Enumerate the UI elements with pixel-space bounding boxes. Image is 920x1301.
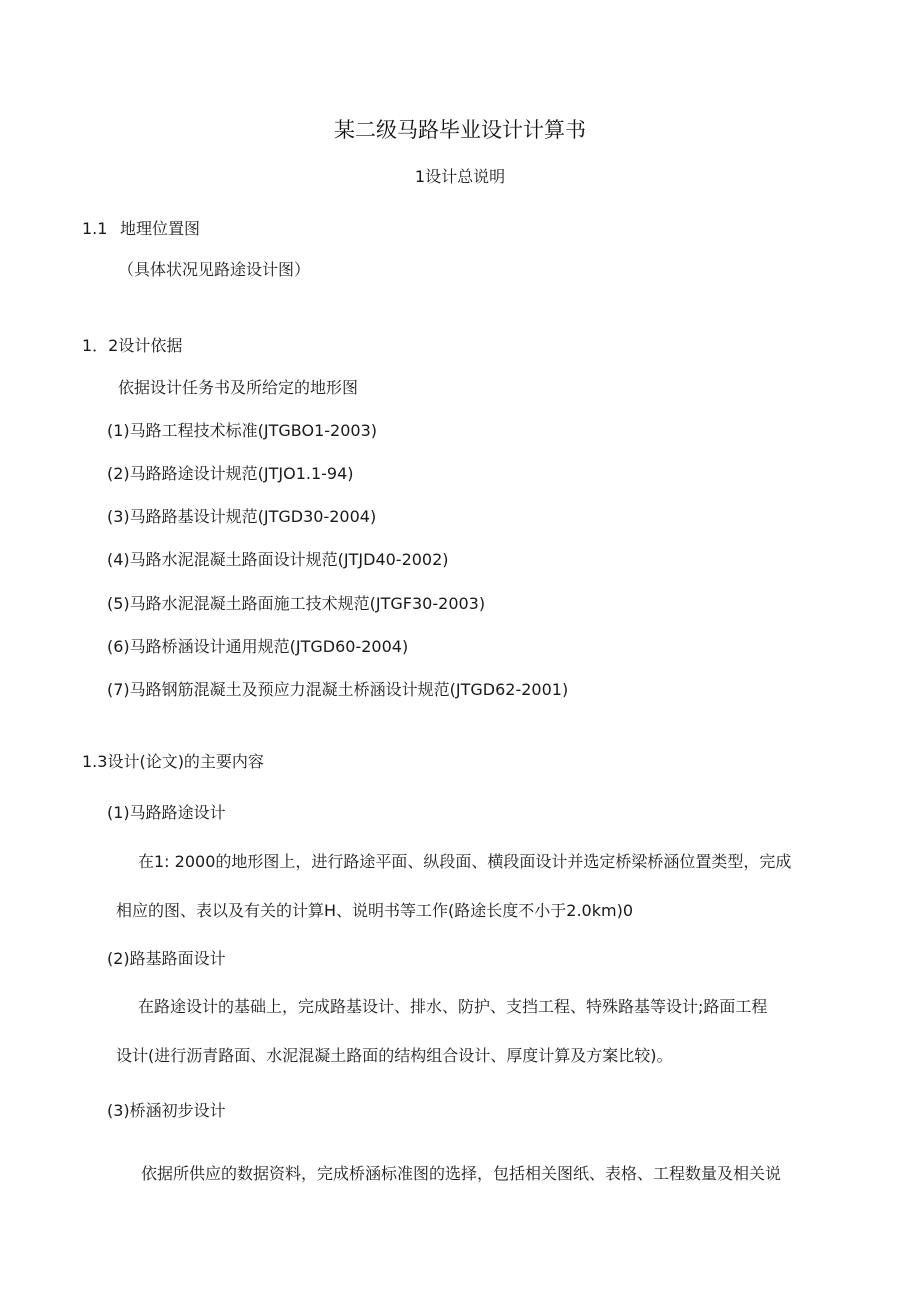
reference-item: (4)马路水泥混凝土路面设计规范(JTJD40-2002) <box>107 550 449 569</box>
content-item-title: (2)路基路面设计 <box>107 949 226 968</box>
section-1-2-intro: 依据设计任务书及所给定的地形图 <box>118 378 359 397</box>
content-item-title: (3)桥涵初步设计 <box>107 1101 226 1120</box>
content-paragraph-line: 依据所供应的数据资料，完成桥涵标准图的选择，包括相关图纸、表格、工程数量及相关说 <box>141 1164 782 1183</box>
section-1-1-note: （具体状况见路途设计图） <box>118 260 311 279</box>
content-paragraph-line: 在1: 2000的地形图上，进行路途平面、纵段面、横段面设计并选定桥梁桥涵位置类型，完成 <box>138 852 792 871</box>
section-title: 地理位置图 <box>120 219 201 238</box>
content-paragraph-line: 在路途设计的基础上，完成路基设计、排水、防护、支挡工程、特殊路基等设计;路面工程 <box>138 997 768 1016</box>
reference-item: (6)马路桥涵设计通用规范(JTGD60-2004) <box>107 637 409 656</box>
document-title: 某二级马路毕业设计计算书 <box>334 118 586 142</box>
content-paragraph-line: 相应的图、表以及有关的计算H、说明书等工作(路途长度不小于2.0km)0 <box>116 901 633 920</box>
reference-item: (5)马路水泥混凝土路面施工技术规范(JTGF30-2003) <box>107 594 486 613</box>
content-paragraph-line: 设计(进行沥青路面、水泥混凝土路面的结构组合设计、厚度计算及方案比较)。 <box>116 1046 673 1065</box>
section-1-2-heading: 1．2设计依据 <box>82 336 183 355</box>
reference-item: (3)马路路基设计规范(JTGD30-2004) <box>107 507 377 526</box>
content-item-title: (1)马路路途设计 <box>107 803 226 822</box>
reference-item: (7)马路钢筋混凝土及预应力混凝土桥涵设计规范(JTGD62-2001) <box>107 680 569 699</box>
reference-item: (2)马路路途设计规范(JTJO1.1-94) <box>107 464 354 483</box>
section-1-1-heading <box>82 218 200 240</box>
section-number: 1.1 <box>82 219 108 238</box>
reference-item: (1)马路工程技术标准(JTGBO1-2003) <box>107 421 378 440</box>
section-1-3-heading: 1.3设计(论文)的主要内容 <box>82 752 264 771</box>
chapter-heading: 1设计总说明 <box>414 167 506 186</box>
